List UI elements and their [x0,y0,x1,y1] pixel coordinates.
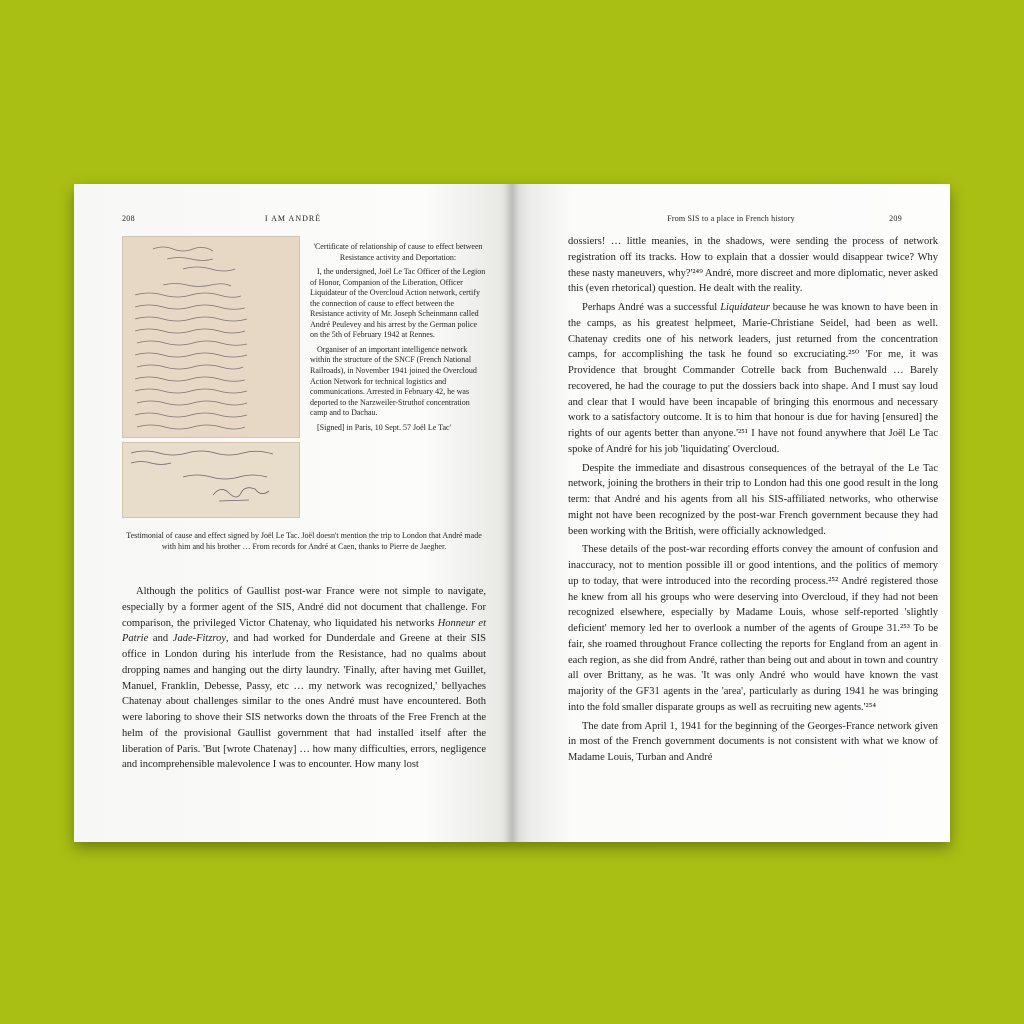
text-run: because he was known to have been in the camps, as his greatest helpmeet, Marie-Christiane Seidel, had been as well. Chatenay credits one of his network leaders, just returned from the concentration camps, for accomplishing the task he found so excruciating.²⁵⁰ 'For me, it was Providence that brought Commander Cotrelle back from Buchenwald … Barely recovered, he had the courage to put the dossiers back into shape. And I must say loud and clear that I would have been incapable of bringing this enormous and necessary work to a satisfactory outcome. It is to him that honour is due for having [ensured] the rights of our agents better than anyone.'²⁵¹ I have not found anywhere that Joël Le Tac spoke of André for his job 'liquidating' Overcloud. [568,302,939,455]
certificate-title: 'Certificate of relationship of cause to effect between Resistance activity and Deportation: [313,242,483,262]
text-run: Although the politics of Gaullist post-war France were not simple to navigate, especially by a former agent of the SIS, André did not document that challenge. For comparison, the privileged Victor Chatenay, who liquidated his networks [122,586,486,629]
body-paragraph: These details of the post-war recording efforts convey the amount of confusion and inaccuracy, not to mention possible ill or good intentions, and the politics of memory up to today, that were introduced into the recording process.²⁵² André registered those he knew from all his groups who were deserving into Overcloud, if they had not been recognized elsewhere, especially by Madame Louis, whose self-reported 'slightly deficient' memory led her to overlook a number of the agents of Groupe 31.²⁵³ To be fair, she roamed throughout France collecting the reports for England from an agent in each region, as she did from André, rather than being out and about in town and country all over Brittany, as he was. 'It was only André who would have known the vast majority of the GF31 agents in the 'area', particularly as during 1941 he was bringing into the fold smaller disparate groups as well as recruiting new agents.'²⁵⁴ [568,544,938,713]
body-paragraph: dossiers! … little meanies, in the shadows, were sending the process of network registration off its tracks. How to explain that a dossier would disappear twice? Why these nasty maneuvers, why?'²⁴⁹ André, more discreet and more diplomatic, never asked this (even rhetorical) question. He dealt with the reality. [568,236,938,295]
body-paragraph [122,584,486,773]
certificate-paragraph: I, the undersigned, Joël Le Tac Officer of the Legion of Honor, Companion of the Liberation, Officer Liquidateur of the Overcloud Action network, certify the connection of cause to effect between the Resistance activity of Mr. Joseph Scheinmann called André Peulevey and his arrest by the German police on the 5th of February 1942 at Rennes. [310,267,486,340]
text-run: and [148,633,173,645]
certificate-transcription [310,242,486,437]
text-run: , and had worked for Dunderdale and Greene at their SIS office in London during his interlude from the Resistance, had no qualms about dropping names and hanging out the dirty laundry. 'Finally, after having met Guillet, Manuel, Franklin, Debesse, Passy, etc … my network was recognized,' bellyaches Chatenay about challenges similar to the ones André must have encountered. Both were laboring to shove their SIS networks down the throats of the Free French at the helm of the provisional Gaullist government that had installed itself after the liberation of Paris. 'But [wrote Chatenay] … how many difficulties, errors, negligence and incomprehensible malevolence I was to encounter. How many lost [122,633,486,771]
left-body-text [122,584,486,776]
italic-text: Liquidateur [720,302,770,313]
left-page-number: 208 [122,214,135,223]
handwritten-signature-image [122,442,300,518]
handwritten-letter-image [122,236,300,438]
figure-caption: Testimonial of cause and effect signed by Joël Le Tac. Joël doesn't mention the trip to London that André made with him and his brother … From records for André at Caen, thanks to Pierre de Jaegher. [126,531,482,552]
right-running-head: From SIS to a place in French history [667,214,795,223]
right-page [512,184,950,842]
open-book [74,184,950,842]
left-page [74,184,512,842]
certificate-paragraph: Organiser of an important intelligence network within the structure of the SNCF (French National Railroads), in November 1941 joined the Overcloud Action Network for technical logistics and communications. Arrested in February 42, he was deported to the Narzweiler-Struthof concentration camp and to Dachau. [310,344,477,418]
left-running-head: I AM ANDRÉ [264,214,322,223]
text-run: Perhaps André was a successful [582,302,721,313]
italic-text: Jade-Fitzroy [172,633,227,645]
book-gutter [504,184,520,842]
body-paragraph: Despite the immediate and disastrous consequences of the betrayal of the Le Tac network, joining the brothers in their trip to London had this one good result in the long term: that André and his agents from all his SIS-affiliated networks, who otherwise might not have been recognized by the post-war French government because they had been working with the British, were officially acknowledged. [568,462,938,537]
right-body-text [568,234,938,769]
body-paragraph [568,300,938,458]
body-paragraph: The date from April 1, 1941 for the beginning of the Georges-France network given in most of the French government documents is not consistent with what we know of Madame Louis, Turban and André [568,720,938,763]
certificate-signature-line: [Signed] in Paris, 10 Sept. 57 Joël Le Tac' [317,422,452,432]
right-page-number: 209 [889,214,902,223]
italic-text: Honneur et Patrie [122,617,486,645]
